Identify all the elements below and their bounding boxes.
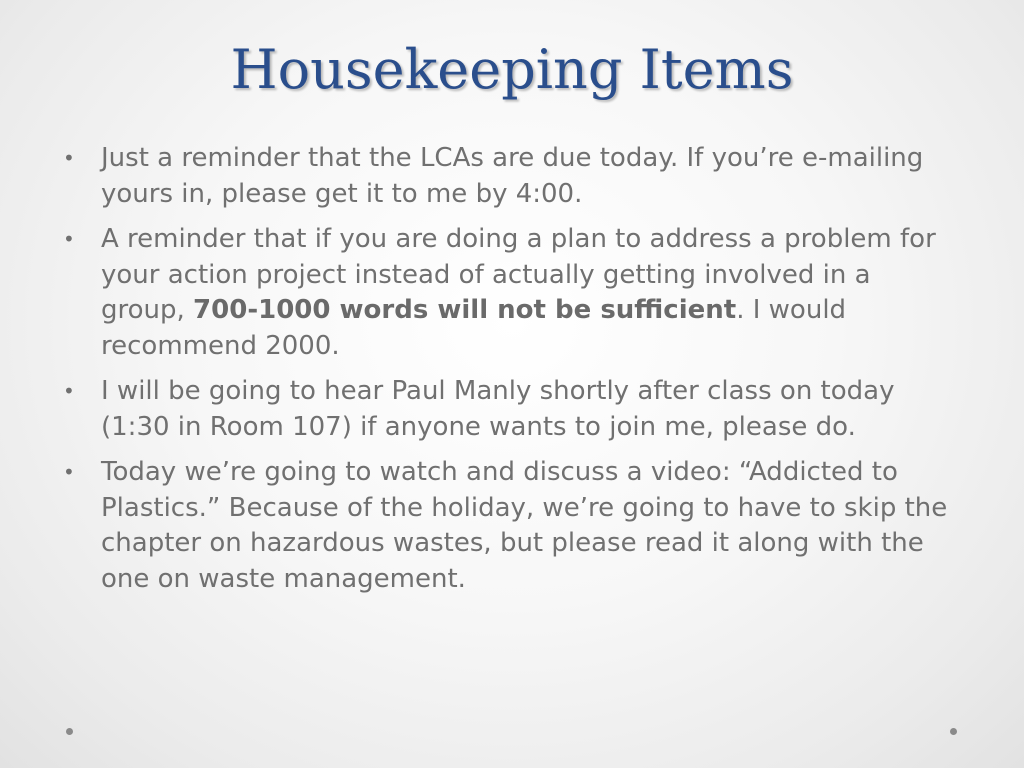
bullet-item-lca-reminder xyxy=(55,141,960,212)
bullet-item-paul-manly xyxy=(55,374,960,445)
bullet-text-after: . I would recommend 2000. xyxy=(101,295,847,361)
bullet-item-video xyxy=(55,455,960,597)
bullet-text xyxy=(101,224,936,361)
bullet-text: Just a reminder that the LCAs are due today. If you’re e-mailing yours in, please get it to me by 4:00. xyxy=(101,143,924,209)
bullet-dot-icon: • xyxy=(63,227,75,251)
bullet-dot-icon: • xyxy=(63,146,75,170)
bullet-text-bold: 700-1000 words will not be sufficient xyxy=(193,295,737,325)
bullet-text: I will be going to hear Paul Manly shortly after class on today (1:30 in Room 107) if anyone wants to join me, please do. xyxy=(101,376,895,442)
decorative-dot-icon-right xyxy=(950,728,957,735)
slide-title: Housekeeping Items xyxy=(230,38,794,101)
bullet-list xyxy=(55,141,960,607)
bullet-dot-icon: • xyxy=(63,460,75,484)
decorative-dot-icon-left xyxy=(66,728,73,735)
bullet-item-action-project xyxy=(55,222,960,364)
bullet-text: Today we’re going to watch and discuss a video: “Addicted to Plastics.” Because of the holiday, we’re going to have to skip the chapter on hazardous wastes, but please read it along with the one on waste management. xyxy=(101,457,948,594)
bullet-text-before: A reminder that if you are doing a plan to address a problem for your action project instead of actually getting involved in a group, xyxy=(101,224,936,325)
bullet-dot-icon: • xyxy=(63,379,75,403)
